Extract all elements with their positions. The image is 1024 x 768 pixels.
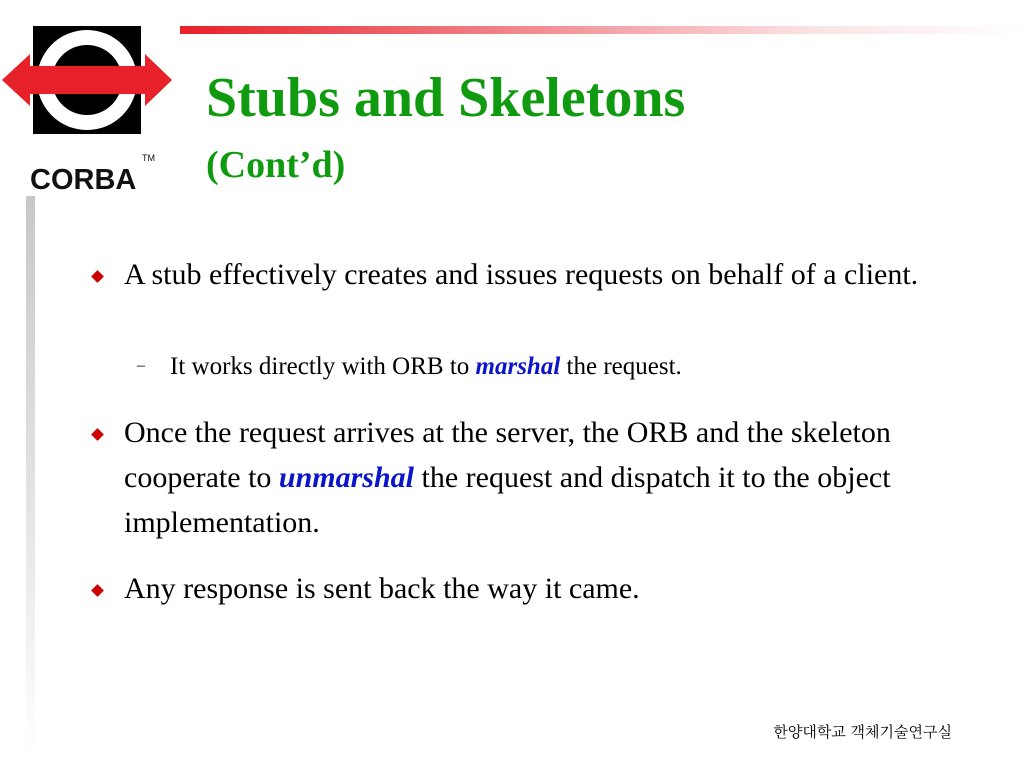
side-accent-bar (26, 196, 35, 756)
bullet-diamond-icon (91, 428, 104, 441)
bullet-item: A stub effectively creates and issues requests on behalf of a client. (124, 258, 919, 291)
emphasis-unmarshal: unmarshal (278, 461, 414, 494)
emphasis-marshal: marshal (475, 353, 561, 380)
slide-subtitle: (Cont’d) (206, 144, 346, 186)
top-accent-bar (180, 26, 1024, 34)
corba-logo-icon (0, 20, 175, 145)
footer-lab-name: 한양대학교 객체기술연구실 (773, 723, 952, 741)
sub-bullet-dash: – (137, 357, 145, 374)
bullet-item: Any response is sent back the way it came. (124, 572, 640, 605)
bullet-diamond-icon (91, 270, 104, 283)
logo-wordmark: CORBA (30, 164, 137, 196)
bullet-item: Once the request arrives at the server, the ORB and the skeleton cooperate to unmarshal the request and dispatch it to the object implementation. (124, 416, 891, 539)
logo-trademark: TM (142, 153, 155, 163)
sub-bullet-item: It works directly with ORB to marshal the request. (170, 353, 682, 380)
bullet-diamond-icon (91, 584, 104, 597)
corba-logo (0, 20, 175, 196)
slide-title: Stubs and Skeletons (206, 67, 686, 129)
